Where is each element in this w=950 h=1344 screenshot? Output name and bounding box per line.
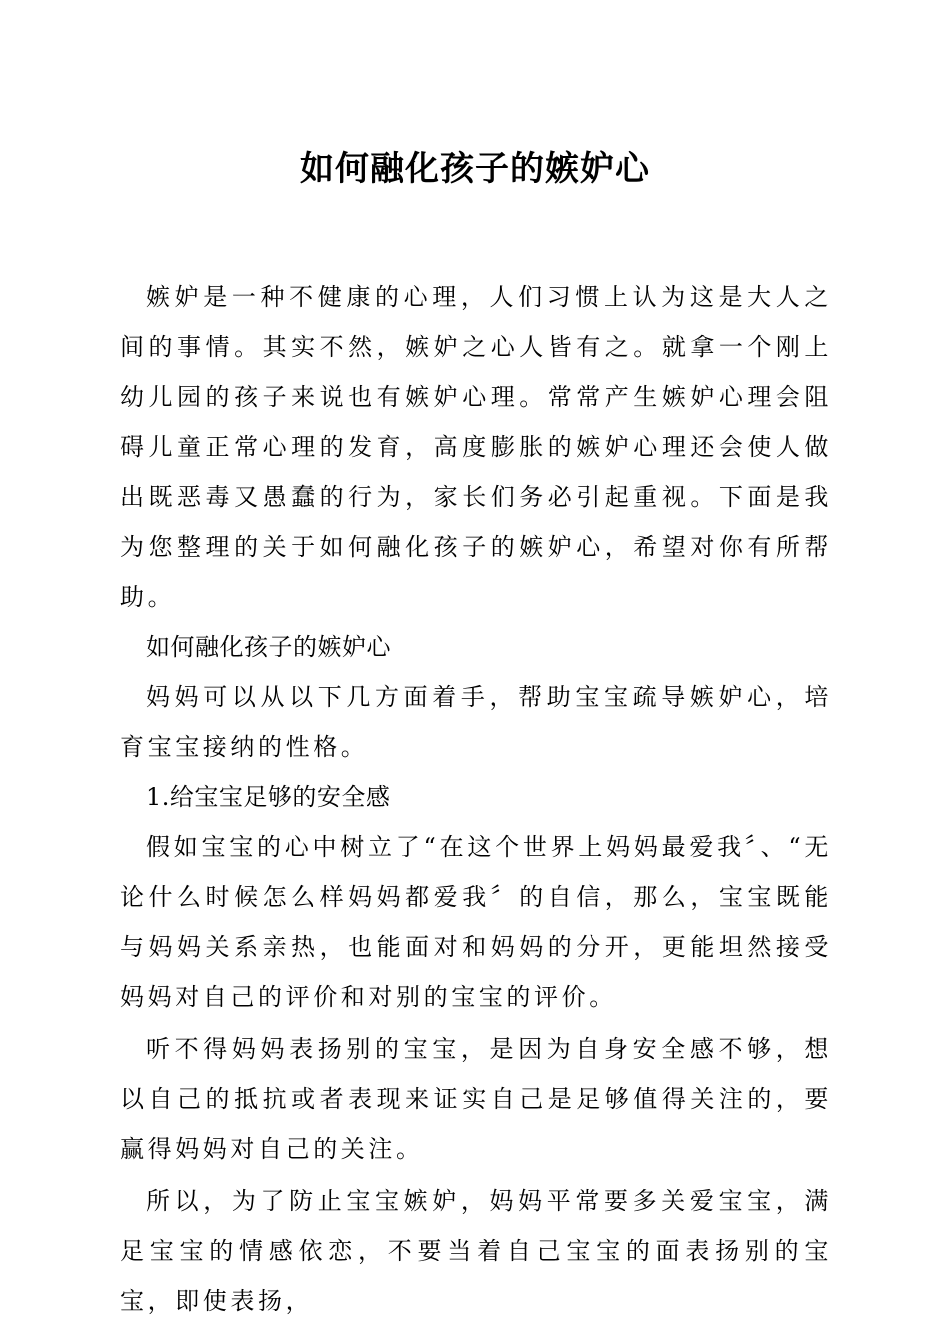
- paragraph-security: 假如宝宝的心中树立了“在这个世界上妈妈最爱我〞、“无论什么时候怎么样妈妈都爱我〞的自信，那么，宝宝既能与妈妈关系亲热，也能面对和妈妈的分开，更能坦然接受妈妈对自己的评价和对别的宝宝的评价。: [120, 833, 832, 1011]
- paragraph-praise: 听不得妈妈表扬别的宝宝，是因为自身安全感不够，想以自己的抵抗或者表现来证实自己是足够值得关注的，要赢得妈妈对自己的关注。: [120, 1035, 832, 1163]
- paragraph-overview: 妈妈可以从以下几方面着手，帮助宝宝疏导嫉妒心，培育宝宝接纳的性格。: [120, 683, 832, 761]
- intro-paragraph: 嫉妒是一种不健康的心理，人们习惯上认为这是大人之间的事情。其实不然，嫉妒之心人皆有之。就拿一个刚上幼儿园的孩子来说也有嫉妒心理。常常产生嫉妒心理会阻碍儿童正常心理的发育，高度膨胀的嫉妒心理还会使人做出既恶毒又愚蠢的行为，家长们务必引起重视。下面是我为您整理的关于如何融化孩子的嫉妒心，希望对你有所帮助。: [120, 283, 832, 611]
- subheading-security: 1.给宝宝足够的安全感: [146, 783, 391, 811]
- document-title: 如何融化孩子的嫉妒心: [300, 149, 650, 189]
- paragraph-prevention: 所以，为了防止宝宝嫉妒，妈妈平常要多关爱宝宝，满足宝宝的情感依恋，不要当着自己宝宝的面表扬别的宝宝，即使表扬，: [120, 1187, 832, 1315]
- section-heading: 如何融化孩子的嫉妒心: [146, 633, 391, 661]
- document-body: [120, 272, 832, 1326]
